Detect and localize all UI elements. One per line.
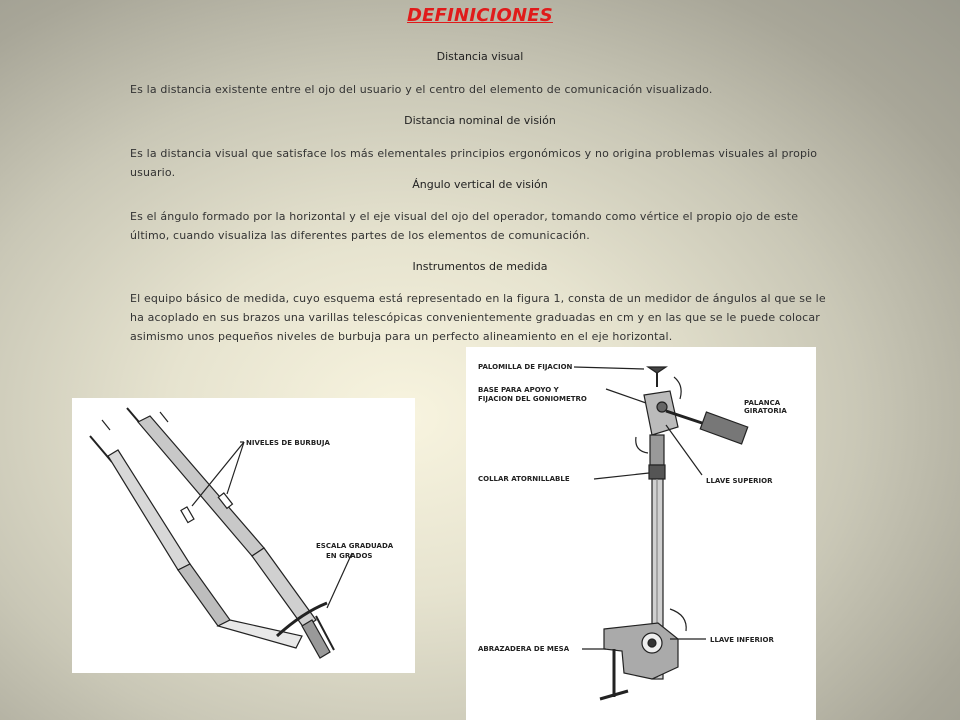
label-abrazadera: ABRAZADERA DE MESA (478, 645, 570, 653)
label-base-1: BASE PARA APOYO Y (478, 386, 559, 394)
label-base-2: FIJACION DEL GONIOMETRO (478, 395, 587, 403)
label-palanca-2: GIRATORIA (744, 407, 787, 415)
heading-distancia-nominal: Distancia nominal de visión (404, 114, 556, 127)
para-distancia-visual: Es la distancia existente entre el ojo del usuario y el centro del elemento de comunicación visualizado. (130, 83, 713, 96)
page-title: DEFINICIONES (407, 5, 553, 26)
label-niveles-burbuja: NIVELES DE BURBUJA (246, 439, 330, 447)
label-llave-superior: LLAVE SUPERIOR (706, 477, 773, 485)
heading-angulo-vertical: Ángulo vertical de visión (412, 178, 548, 191)
figure-goniometer-rods (72, 398, 415, 673)
label-collar: COLLAR ATORNILLABLE (478, 475, 570, 483)
figure-clamp-stand (466, 347, 816, 720)
goniometer-rods-drawing (72, 398, 415, 673)
heading-instrumentos: Instrumentos de medida (412, 260, 548, 273)
label-llave-inferior: LLAVE INFERIOR (710, 636, 774, 644)
para-instrumentos: El equipo básico de medida, cuyo esquema está representado en la figura 1, consta de un medidor de ángulos al que se le ha acoplado en sus brazos una varillas telescópicas convenientemente graduadas en cm y en las que se le puede colocar asimismo unos pequeños niveles de burbuja para un perfecto alineamiento en el eje horizontal. (130, 292, 826, 343)
label-escala-graduada-2: EN GRADOS (326, 552, 373, 560)
para-distancia-nominal: Es la distancia visual que satisface los más elementales principios ergonómicos y no origina problemas visuales al propio usuario. (130, 147, 818, 179)
label-palomilla: PALOMILLA DE FIJACION (478, 363, 573, 371)
label-escala-graduada-1: ESCALA GRADUADA (316, 542, 394, 550)
clamp-stand-drawing (466, 347, 816, 720)
heading-distancia-visual: Distancia visual (436, 50, 524, 63)
label-palanca-1: PALANCA (744, 399, 781, 407)
para-angulo-vertical: Es el ángulo formado por la horizontal y el eje visual del ojo del operador, tomando como vértice el propio ojo de este último, cuando visualiza las diferentes partes de los elementos de comunicación. (130, 210, 799, 242)
